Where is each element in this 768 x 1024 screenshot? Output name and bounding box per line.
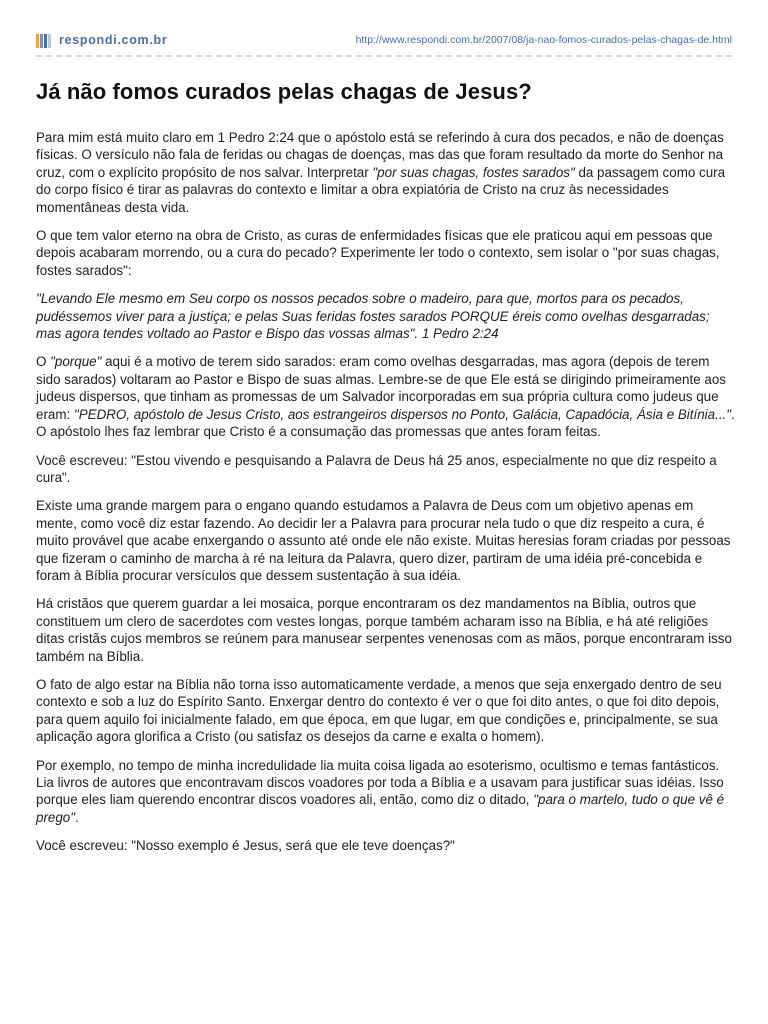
article-body <box>36 129 736 866</box>
logo-bar-1 <box>36 34 39 48</box>
scripture-quote: "Levando Ele mesmo em Seu corpo os nossos pecados sobre o madeiro, para que, mortos para os pecados, pudéssemos viver para a justiça; e pelas Suas feridas fostes sarados PORQUE éreis como ovelhas desgarradas; mas agora tendes voltado ao Pastor e Bispo das vossas almas". 1 Pedro 2:24 <box>36 291 710 342</box>
paragraph-3-scripture-quote <box>36 290 736 342</box>
paragraph-4-quote-2: "PEDRO, apóstolo de Jesus Cristo, aos estrangeiros dispersos no Ponto, Galácia, Capadócia, Ásia e Bitínia..." <box>73 406 732 422</box>
paragraph-4-text-a: O <box>36 354 51 370</box>
page-url-link[interactable]: http://www.respondi.com.br/2007/08/ja-nao-fomos-curados-pelas-chagas-de.html <box>355 34 732 46</box>
site-logo-icon[interactable] <box>36 34 52 48</box>
paragraph-2: O que tem valor eterno na obra de Cristo, as curas de enfermidades físicas que ele praticou aqui em pessoas que depois acabaram morrendo, ou a cura do pecado? Experimente ler todo o contexto, sem isolar o "por suas chagas, fostes sarados": <box>36 228 720 278</box>
page-header <box>36 33 732 51</box>
paragraph-4 <box>36 353 736 440</box>
logo-bar-4 <box>48 34 51 48</box>
paragraph-4-text-b: aqui é a motivo de terem sido sarados: eram como ovelhas desgarradas, mas agora (depois de terem sido sarados) voltaram ao Pastor e Bispo de suas almas. Lembre-se de que Ele está se dirigindo primeiramente aos judeus dispersos, que tinham as promessas de um Salvador incorporadas em sua própria cultura como judeus que eram: <box>36 354 726 422</box>
article-title: Já não fomos curados pelas chagas de Jesus? <box>36 79 532 104</box>
paragraph-9-text-b: . <box>75 809 79 825</box>
paragraph-7: Há cristãos que querem guardar a lei mosaica, porque encontraram os dez mandamentos na Bíblia, outros que constituem um clero de sacerdotes com vestes longas, porque também acharam isso na Bíblia, e há até religiões ditas cristãs cujos membros se reúnem para manusear serpentes venenosas com as mãos, porque encontraram isso também na Bíblia. <box>36 596 732 664</box>
paragraph-1-text-a: Para mim está muito claro em 1 Pedro 2:24 que o apóstolo está se referindo à cura dos pecados, e não de doenças físicas. O versículo não fala de feridas ou chagas de doenças, mas das que foram resultado da morte do Senhor na cruz, com o explícito propósito de nos salvar. Interpretar <box>36 130 724 180</box>
paragraph-5: Você escreveu: "Estou vivendo e pesquisando a Palavra de Deus há 25 anos, especialmente no que diz respeito a cura". <box>36 452 717 485</box>
logo-bar-3 <box>44 34 47 48</box>
paragraph-10: Você escreveu: "Nosso exemplo é Jesus, será que ele teve doenças?" <box>36 838 455 854</box>
paragraph-9 <box>36 757 736 827</box>
logo-bar-2 <box>40 34 43 48</box>
site-name-link[interactable]: respondi.com.br <box>59 33 168 47</box>
paragraph-9-quote: "para o martelo, tudo o que vê é prego" <box>36 792 725 825</box>
paragraph-1-text-b: da passagem como cura do corpo físico é tirar as palavras do contexto e limitar a obra expiatória de Cristo na cruz às necessidades momentâneas desta vida. <box>36 164 726 215</box>
paragraph-1 <box>36 129 736 216</box>
paragraph-6: Existe uma grande margem para o engano quando estudamos a Palavra de Deus com um objetivo apenas em mente, como você diz estar fazendo. Ao decidir ler a Palavra para procurar nela tudo o que diz respeito a cura, é muito provável que acabe enxergando o assunto até onde ele não existe. Muitas heresias foram criadas por pessoas que fizeram o caminho de marcha à ré na leitura da Palavra, quero dizer, partiram de uma idéia pré-concebida e foram à Bíblia procurar versículos que dessem sustentação à sua idéia. <box>36 498 731 583</box>
paragraph-8: O fato de algo estar na Bíblia não torna isso automaticamente verdade, a menos que seja enxergado dentro de seu contexto e sob a luz do Espírito Santo. Enxergar dentro do contexto é ver o que foi dito antes, o que foi dito depois, para quem aquilo foi inicialmente falado, em que época, em que lugar, em que condições e, principalmente, se sua aplicação agora glorifica a Cristo (ou satisfaz os desejos da carne e exalta o homem). <box>36 676 722 745</box>
paragraph-4-text-c: . O apóstolo lhes faz lembrar que Cristo é a consumação das promessas que antes foram feitas. <box>36 406 735 440</box>
paragraph-1-quote: "por suas chagas, fostes sarados" <box>372 164 575 180</box>
paragraph-4-quote-1: "porque" <box>50 354 102 370</box>
paragraph-9-text-a: Por exemplo, no tempo de minha incredulidade lia muita coisa ligada ao esoterismo, ocultismo e temas fantásticos. Lia livros de autores que encontravam discos voadores por toda a Bíblia e a usavam para justificar suas idéias. Isso porque eles liam querendo encontrar discos voadores ali, então, como diz o ditado, <box>36 757 724 808</box>
header-divider <box>36 55 732 57</box>
